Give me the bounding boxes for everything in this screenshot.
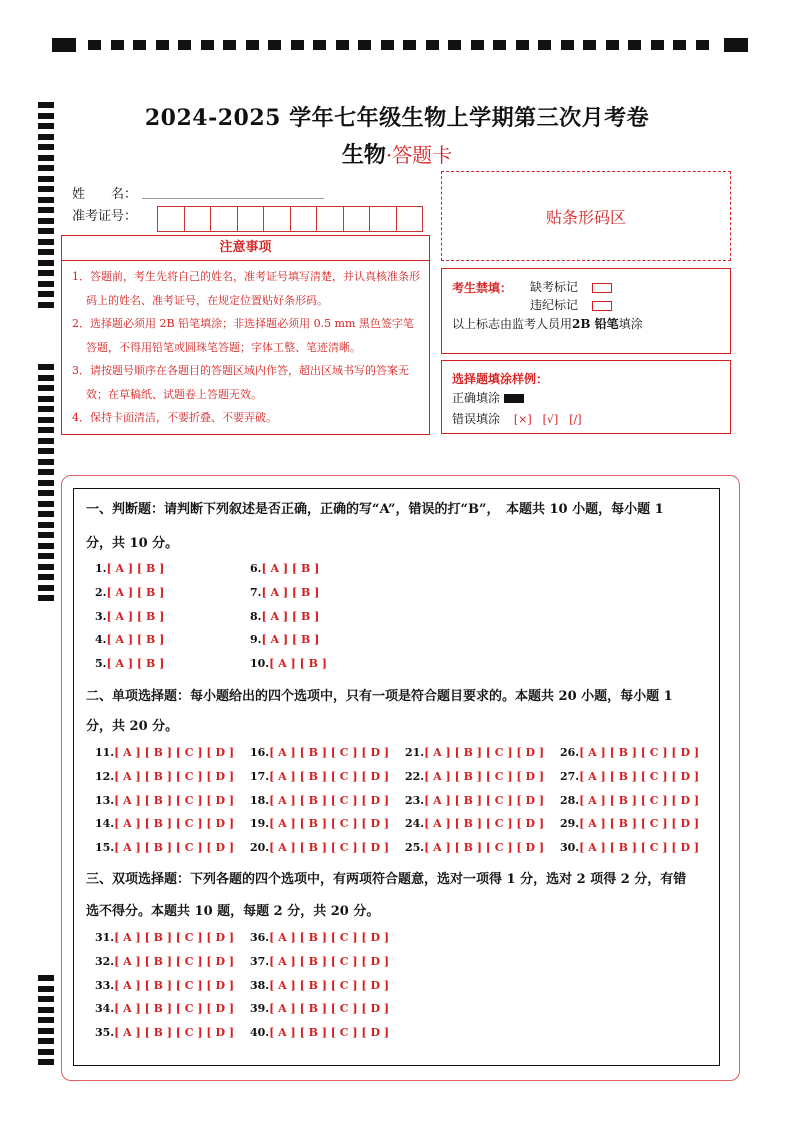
answer-bubbles[interactable]: [ A ] [ B ] [ C ] [ D ]: [114, 793, 235, 807]
timing-mark: [38, 427, 54, 433]
timing-mark: [38, 228, 54, 234]
answer-option-row[interactable]: [250, 955, 389, 968]
timing-mark: [628, 40, 641, 50]
answer-bubbles[interactable]: [ A ] [ B ] [ C ] [ D ]: [579, 793, 700, 807]
notice-box: [61, 235, 430, 435]
correct-label: 正确填涂: [452, 391, 501, 405]
answer-option-row[interactable]: [560, 817, 699, 830]
answer-bubbles[interactable]: [ A ] [ B ]: [261, 609, 320, 623]
timing-mark: [38, 186, 54, 192]
id-digit-box[interactable]: [370, 207, 397, 231]
answer-option-row[interactable]: [250, 1002, 389, 1015]
answer-bubbles[interactable]: [ A ] [ B ] [ C ] [ D ]: [114, 841, 235, 855]
question-number: 28.: [560, 793, 580, 807]
answer-option-row[interactable]: [95, 610, 164, 623]
timing-mark: [38, 1049, 54, 1055]
question-number: 9.: [250, 633, 262, 647]
answer-option-row[interactable]: [250, 931, 389, 944]
answer-bubbles[interactable]: [ A ] [ B ] [ C ] [ D ]: [424, 793, 545, 807]
answer-option-row[interactable]: [95, 979, 234, 992]
timing-mark: [38, 260, 54, 266]
timing-mark: [156, 40, 169, 50]
answer-bubbles[interactable]: [ A ] [ B ] [ C ] [ D ]: [579, 817, 700, 831]
question-number: 36.: [250, 931, 270, 944]
id-digit-box[interactable]: [211, 207, 238, 231]
answer-option-row[interactable]: [405, 841, 544, 854]
timing-mark: [38, 532, 54, 538]
question-number: 38.: [250, 978, 270, 992]
notice-item: 1．答题前，考生先将自己的姓名，准考证号填写清楚，并认真核准条形码上的姓名、准考证号，在规定位置贴好条形码。: [72, 270, 420, 307]
answer-option-row[interactable]: [95, 841, 234, 854]
answer-bubbles[interactable]: [ A ] [ B ] [ C ] [ D ]: [114, 769, 235, 783]
answer-bubbles[interactable]: [ A ] [ B ] [ C ] [ D ]: [269, 769, 390, 783]
timing-mark: [38, 1007, 54, 1013]
answer-option-row[interactable]: [560, 770, 699, 783]
question-number: 22.: [405, 769, 425, 783]
answer-option-row[interactable]: [250, 562, 319, 575]
answer-bubbles[interactable]: [ A ] [ B ]: [106, 657, 165, 671]
answer-bubbles[interactable]: [ A ] [ B ]: [106, 562, 165, 575]
question-number: 11.: [95, 746, 115, 759]
answer-option-row[interactable]: [95, 770, 234, 783]
answer-option-row[interactable]: [95, 562, 164, 575]
timing-mark: [38, 249, 54, 255]
timing-mark: [38, 986, 54, 992]
answer-bubbles[interactable]: [ A ] [ B ] [ C ] [ D ]: [579, 769, 700, 783]
timing-mark: [426, 40, 439, 50]
notice-title: 注意事项: [62, 236, 429, 261]
timing-mark: [38, 448, 54, 454]
subtitle-subject: 生物: [341, 142, 386, 168]
question-number: 10.: [250, 657, 270, 671]
timing-mark: [538, 40, 551, 50]
timing-mark: [111, 40, 124, 50]
id-digit-box[interactable]: [397, 207, 423, 231]
id-label: 准考证号：: [72, 209, 138, 224]
question-number: 31.: [95, 931, 115, 944]
timing-mark: [696, 40, 709, 50]
section-1-instructions: 一、判断题：请判断下列叙述是否正确，正确的写“A”，错误的打“B”， 本题共 10 小题，每小题 1: [86, 502, 664, 517]
timing-mark: [38, 1017, 54, 1023]
answer-option-row[interactable]: [95, 633, 164, 646]
timing-mark: [38, 364, 54, 370]
timing-mark: [38, 511, 54, 517]
timing-mark: [38, 207, 54, 213]
question-number: 29.: [560, 817, 580, 831]
timing-mark: [336, 40, 349, 50]
timing-mark: [471, 40, 484, 50]
question-number: 15.: [95, 841, 115, 855]
answer-bubbles[interactable]: [ A ] [ B ] [ C ] [ D ]: [269, 817, 390, 831]
timing-mark: [516, 40, 529, 50]
answer-option-row[interactable]: [95, 931, 234, 944]
answer-option-row[interactable]: [560, 794, 699, 807]
answer-bubbles[interactable]: [ A ] [ B ] [ C ] [ D ]: [114, 746, 235, 759]
answer-option-row[interactable]: [405, 770, 544, 783]
answer-bubbles[interactable]: [ A ] [ B ] [ C ] [ D ]: [269, 841, 390, 855]
timing-mark: [38, 302, 54, 308]
top-timing-marks: [52, 38, 748, 52]
timing-mark: [673, 40, 686, 50]
filled-mark-icon: [504, 394, 524, 403]
timing-mark: [38, 375, 54, 381]
answer-option-row[interactable]: [250, 1026, 389, 1039]
question-number: 13.: [95, 793, 115, 807]
examinee-forbidden-box: [441, 268, 731, 354]
timing-mark: [38, 522, 54, 528]
timing-mark: [38, 176, 54, 182]
timing-mark: [88, 40, 101, 50]
notice-item: 3．请按题号顺序在各题目的答题区域内作答，超出区域书写的答案无效；在草稿纸、试题卷上答题无效。: [72, 364, 409, 401]
answer-bubbles[interactable]: [ A ] [ B ]: [106, 585, 165, 599]
section-3-instructions: 三、双项选择题：下列各题的四个选项中，有两项符合题意，选对一项得 1 分，选对 2 项得 2 分，有错: [86, 872, 687, 887]
answer-bubbles[interactable]: [ A ] [ B ] [ C ] [ D ]: [269, 1026, 390, 1040]
answer-option-row[interactable]: [95, 794, 234, 807]
timing-mark: [38, 1059, 54, 1065]
question-number: 3.: [95, 609, 107, 623]
timing-mark: [38, 469, 54, 475]
question-number: 33.: [95, 978, 115, 992]
answer-bubbles[interactable]: [ A ] [ B ]: [261, 585, 320, 599]
answer-bubbles[interactable]: [ A ] [ B ]: [269, 657, 327, 671]
timing-mark: [38, 490, 54, 496]
answer-option-row[interactable]: [250, 817, 389, 830]
forbidden-note: [452, 315, 643, 332]
answer-option-row[interactable]: [250, 610, 319, 623]
question-number: 32.: [95, 954, 115, 968]
question-number: 30.: [560, 841, 580, 855]
timing-mark: [561, 40, 574, 50]
question-number: 35.: [95, 1026, 115, 1040]
notice-item: 2．选择题必须用 2B 铅笔填涂；非选择题必须用 0.5 mm 黑色签字笔答题，不得用铅笔或圆珠笔答题；字体工整、笔迹清晰。: [72, 317, 414, 354]
left-timing-marks-lower: [38, 975, 54, 1068]
id-digit-box[interactable]: [344, 207, 371, 231]
answer-bubbles[interactable]: [ A ] [ B ] [ C ] [ D ]: [579, 841, 700, 855]
id-digit-box[interactable]: [185, 207, 212, 231]
answer-option-row[interactable]: [405, 746, 544, 759]
absent-mark-row: [530, 278, 612, 295]
timing-mark: [38, 975, 54, 981]
timing-mark: [178, 40, 191, 50]
answer-bubbles[interactable]: [ A ] [ B ] [ C ] [ D ]: [114, 931, 235, 944]
question-number: 24.: [405, 817, 425, 831]
barcode-area: [441, 171, 731, 261]
timing-mark: [358, 40, 371, 50]
answer-option-row[interactable]: [560, 746, 699, 759]
left-timing-marks-middle: [38, 364, 54, 604]
answer-bubbles[interactable]: [ A ] [ B ] [ C ] [ D ]: [114, 1002, 235, 1016]
answer-bubbles[interactable]: [ A ] [ B ] [ C ] [ D ]: [269, 931, 390, 944]
answer-option-row[interactable]: [250, 633, 319, 646]
timing-mark: [38, 585, 54, 591]
question-number: 1.: [95, 562, 107, 575]
answer-bubbles[interactable]: [ A ] [ B ] [ C ] [ D ]: [269, 746, 390, 759]
answer-bubbles[interactable]: [ A ] [ B ] [ C ] [ D ]: [579, 746, 700, 759]
timing-mark: [493, 40, 506, 50]
timing-mark: [38, 996, 54, 1002]
question-number: 17.: [250, 769, 270, 783]
question-number: 25.: [405, 841, 425, 855]
timing-mark: [583, 40, 596, 50]
name-label: 姓 名：: [72, 187, 138, 202]
timing-mark: [38, 574, 54, 580]
question-number: 34.: [95, 1002, 115, 1016]
answer-bubbles[interactable]: [ A ] [ B ] [ C ] [ D ]: [114, 1026, 235, 1040]
violation-mark-row: [530, 296, 612, 313]
answer-option-row[interactable]: [95, 586, 164, 599]
id-digit-box[interactable]: [317, 207, 344, 231]
question-number: 5.: [95, 657, 107, 671]
absent-checkbox[interactable]: [592, 283, 612, 293]
section-1-instructions-cont: 分，共 10 分。: [86, 536, 179, 551]
correct-fill-row: [452, 389, 524, 406]
question-number: 37.: [250, 954, 270, 968]
timing-mark: [246, 40, 259, 50]
answer-option-row[interactable]: [250, 770, 389, 783]
answer-option-row[interactable]: [405, 794, 544, 807]
note-prefix: 以上标志由监考人员用: [452, 317, 573, 331]
id-digit-box[interactable]: [238, 207, 265, 231]
timing-mark: [606, 40, 619, 50]
question-number: 8.: [250, 609, 262, 623]
timing-mark: [38, 197, 54, 203]
answer-option-row[interactable]: [250, 746, 389, 759]
subtitle-answer-card: 答题卡: [392, 143, 453, 167]
question-number: 12.: [95, 769, 115, 783]
timing-mark: [38, 385, 54, 391]
answer-bubbles[interactable]: [ A ] [ B ] [ C ] [ D ]: [114, 954, 235, 968]
timing-mark: [38, 543, 54, 549]
timing-mark: [223, 40, 236, 50]
forbidden-title: 考生禁填：: [452, 281, 513, 295]
answer-option-row[interactable]: [250, 979, 389, 992]
question-number: 39.: [250, 1002, 270, 1016]
note-suffix: 填涂: [618, 317, 643, 331]
answer-bubbles[interactable]: [ A ] [ B ] [ C ] [ D ]: [114, 978, 235, 992]
name-field[interactable]: [142, 197, 324, 199]
answer-bubbles[interactable]: [ A ] [ B ] [ C ] [ D ]: [269, 793, 390, 807]
answer-bubbles[interactable]: [ A ] [ B ] [ C ] [ D ]: [269, 1002, 390, 1016]
section-2-instructions-cont: 分，共 20 分。: [86, 719, 179, 734]
absent-label: 缺考标记: [530, 280, 579, 294]
exam-title: 2024-2025 学年七年级生物上学期第三次月考卷: [144, 105, 650, 131]
answer-bubbles[interactable]: [ A ] [ B ] [ C ] [ D ]: [424, 746, 545, 759]
timing-mark: [268, 40, 281, 50]
answer-option-row[interactable]: [95, 955, 234, 968]
notice-item: 4．保持卡面清洁，不要折叠、不要弄破。: [72, 411, 277, 424]
timing-mark: [38, 459, 54, 465]
question-number: 18.: [250, 793, 270, 807]
id-digit-box[interactable]: [291, 207, 318, 231]
answer-option-row[interactable]: [95, 1026, 234, 1039]
timing-mark: [52, 38, 76, 52]
question-number: 7.: [250, 585, 262, 599]
question-number: 27.: [560, 769, 580, 783]
timing-mark: [38, 1028, 54, 1034]
card-subtitle: [0, 138, 794, 169]
answer-bubbles[interactable]: [ A ] [ B ]: [106, 609, 165, 623]
timing-mark: [38, 396, 54, 402]
timing-mark: [291, 40, 304, 50]
timing-mark: [651, 40, 664, 50]
answer-bubbles[interactable]: [ A ] [ B ] [ C ] [ D ]: [269, 954, 390, 968]
question-number: 26.: [560, 746, 580, 759]
timing-mark: [38, 480, 54, 486]
question-number: 16.: [250, 746, 270, 759]
timing-mark: [38, 406, 54, 412]
question-number: 40.: [250, 1026, 270, 1040]
answer-bubbles[interactable]: [ A ] [ B ] [ C ] [ D ]: [269, 978, 390, 992]
timing-mark: [403, 40, 416, 50]
answer-option-row[interactable]: [250, 586, 319, 599]
timing-mark: [38, 595, 54, 601]
id-digit-box[interactable]: [264, 207, 291, 231]
answer-option-row[interactable]: [250, 841, 389, 854]
timing-mark: [724, 38, 748, 52]
wrong-fill-row: [452, 410, 582, 427]
timing-mark: [38, 564, 54, 570]
question-number: 19.: [250, 817, 270, 831]
timing-mark: [448, 40, 461, 50]
fill-sample-box: [441, 360, 731, 434]
violation-label: 违纪标记: [530, 298, 579, 312]
question-number: 2.: [95, 585, 107, 599]
question-number: 4.: [95, 633, 107, 647]
exam-id-boxes[interactable]: [157, 206, 423, 232]
answer-option-row[interactable]: [95, 817, 234, 830]
left-timing-marks-upper: [38, 102, 54, 312]
question-number: 21.: [405, 746, 425, 759]
section-2-instructions: 二、单项选择题：每小题给出的四个选项中，只有一项是符合题目要求的。本题共 20 小题，每小题 1: [86, 689, 673, 704]
subtitle-dot: ·: [385, 143, 393, 167]
answer-option-row[interactable]: [95, 657, 164, 670]
violation-checkbox[interactable]: [592, 301, 612, 311]
wrong-examples: [×] [√] [/]: [513, 413, 582, 426]
note-bold: 2B 铅笔: [572, 317, 619, 331]
answer-bubbles[interactable]: [ A ] [ B ] [ C ] [ D ]: [424, 817, 545, 831]
timing-mark: [38, 281, 54, 287]
timing-mark: [133, 40, 146, 50]
answer-bubbles[interactable]: [ A ] [ B ]: [261, 562, 320, 575]
question-number: 23.: [405, 793, 425, 807]
timing-mark: [38, 501, 54, 507]
answer-option-row[interactable]: [405, 817, 544, 830]
timing-mark: [38, 417, 54, 423]
sample-title: 选择题填涂样例：: [452, 372, 549, 386]
barcode-label: 贴条形码区: [545, 207, 626, 227]
answer-option-row[interactable]: [250, 657, 327, 670]
answer-bubbles[interactable]: [ A ] [ B ]: [106, 633, 165, 647]
answer-option-row[interactable]: [95, 746, 234, 759]
answer-bubbles[interactable]: [ A ] [ B ] [ C ] [ D ]: [114, 817, 235, 831]
timing-mark: [38, 291, 54, 297]
answer-bubbles[interactable]: [ A ] [ B ]: [261, 633, 320, 647]
timing-mark: [38, 270, 54, 276]
timing-mark: [38, 438, 54, 444]
id-digit-box[interactable]: [158, 207, 185, 231]
answer-bubbles[interactable]: [ A ] [ B ] [ C ] [ D ]: [424, 841, 545, 855]
timing-mark: [201, 40, 214, 50]
question-number: 14.: [95, 817, 115, 831]
question-number: 20.: [250, 841, 270, 855]
answer-option-row[interactable]: [95, 1002, 234, 1015]
question-number: 6.: [250, 562, 262, 575]
wrong-label: 错误填涂: [452, 412, 501, 426]
timing-mark: [38, 239, 54, 245]
section-3-instructions-cont: 选不得分。本题共 10 题，每题 2 分，共 20 分。: [86, 904, 380, 919]
answer-option-row[interactable]: [560, 841, 699, 854]
timing-mark: [38, 553, 54, 559]
answer-option-row[interactable]: [250, 794, 389, 807]
timing-mark: [381, 40, 394, 50]
timing-mark: [313, 40, 326, 50]
timing-mark: [38, 1038, 54, 1044]
answer-bubbles[interactable]: [ A ] [ B ] [ C ] [ D ]: [424, 769, 545, 783]
timing-mark: [38, 218, 54, 224]
